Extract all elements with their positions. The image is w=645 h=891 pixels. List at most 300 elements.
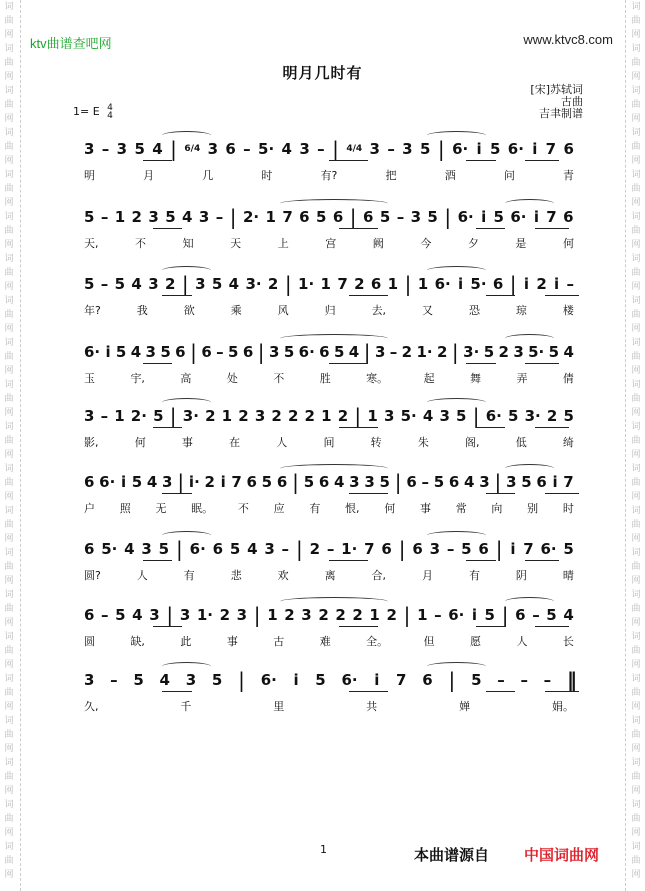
note: i	[476, 140, 482, 158]
barline: |	[295, 537, 303, 561]
note: 6	[515, 606, 526, 624]
barline: |	[501, 603, 509, 627]
note: 6·	[341, 671, 358, 689]
note: i	[293, 671, 299, 689]
barline: |	[437, 137, 445, 161]
note: i	[105, 343, 111, 361]
note: –	[532, 606, 540, 624]
note: 5	[153, 407, 164, 425]
slur	[280, 334, 388, 343]
credits	[530, 84, 583, 120]
lyric: 上	[277, 237, 289, 250]
note: 1	[114, 407, 125, 425]
note: 5	[165, 208, 176, 226]
note: 4	[247, 540, 258, 558]
note: 3	[149, 606, 160, 624]
note: 6·	[99, 473, 116, 491]
slur	[162, 266, 211, 275]
note: 5	[228, 343, 239, 361]
note: 4	[130, 343, 142, 361]
site-name-link[interactable]: ktv曲谱查吧网	[30, 36, 112, 51]
note: 2	[352, 606, 363, 624]
note: 2	[337, 407, 349, 425]
note: 5	[229, 540, 241, 558]
beam-underline	[153, 427, 182, 428]
lyric: 月	[143, 169, 155, 182]
score-system	[84, 537, 574, 583]
note: 5	[333, 343, 345, 361]
lyric: 高	[180, 372, 192, 385]
slur	[505, 464, 554, 473]
lyric: 我	[136, 304, 148, 317]
slur	[162, 398, 211, 407]
barline: |	[444, 205, 452, 229]
beam-underline	[349, 295, 388, 296]
note: 3	[364, 473, 375, 491]
beam-underline	[535, 228, 569, 229]
lyric: 知	[182, 237, 194, 250]
slur	[280, 199, 388, 208]
note: 7	[282, 208, 293, 226]
note: 6	[563, 208, 574, 226]
note: 6	[363, 208, 374, 226]
slur	[427, 266, 486, 275]
beam-underline	[466, 560, 495, 561]
lyric: 阁,	[465, 436, 480, 449]
note: 4	[464, 473, 475, 491]
barline: |	[451, 340, 459, 364]
notes-row	[84, 537, 574, 561]
lyric: 今	[420, 237, 432, 250]
note: –	[101, 606, 109, 624]
score-system	[84, 470, 574, 516]
note: 3	[301, 606, 312, 624]
slur	[162, 531, 211, 540]
note: 6·	[84, 343, 101, 361]
note: 3	[195, 275, 206, 293]
lyric: 不	[237, 502, 249, 515]
note: 2	[219, 606, 231, 624]
note: i	[120, 473, 127, 491]
note: 3	[374, 343, 386, 361]
lyrics-row	[84, 500, 574, 516]
note: 5	[456, 407, 467, 425]
lyrics-row	[84, 302, 574, 318]
lyric: 愿	[470, 635, 481, 648]
note: –	[389, 343, 398, 361]
lyric: 阙	[372, 237, 384, 250]
time-bottom: 4	[107, 111, 113, 121]
lyric: 欢	[277, 569, 289, 582]
note: –	[317, 140, 325, 158]
note: 6·	[457, 208, 474, 226]
note: –	[110, 671, 118, 689]
lyric: 胜	[319, 372, 331, 385]
lyrics-row	[84, 633, 574, 649]
beam-underline	[162, 295, 191, 296]
beam-underline	[466, 160, 495, 161]
lyric: 明	[84, 169, 95, 182]
note: 5	[563, 540, 574, 558]
barline: |	[472, 404, 480, 428]
slur	[427, 398, 486, 407]
note: 6	[563, 140, 574, 158]
barline: |	[332, 137, 339, 161]
note: 2	[354, 275, 365, 293]
note: 6·	[434, 275, 451, 293]
note: –	[566, 275, 574, 293]
lyric: 户	[84, 502, 95, 515]
lyric: 事	[419, 502, 431, 515]
lyric: 琼	[515, 304, 527, 317]
note: 3	[254, 407, 266, 425]
slur	[162, 131, 211, 140]
lyrics-row	[84, 167, 574, 183]
note: 2	[267, 275, 279, 293]
note: 5	[427, 208, 438, 226]
beam-underline	[476, 626, 505, 627]
note: 1·	[298, 275, 315, 293]
note: 5	[433, 473, 445, 491]
note: 3	[264, 540, 275, 558]
note: 6	[422, 671, 433, 689]
slur	[427, 662, 486, 671]
note: 6	[84, 473, 95, 491]
beam-underline	[339, 228, 378, 229]
note: 6·	[298, 343, 315, 361]
barline: |	[181, 272, 189, 296]
barline: |	[494, 470, 502, 494]
note: 3	[299, 140, 310, 158]
note: 5	[315, 208, 327, 226]
note: 6·	[189, 540, 206, 558]
note: –	[243, 140, 251, 158]
note: 3	[148, 275, 159, 293]
note: 3	[84, 407, 95, 425]
lyric: 青	[562, 169, 574, 182]
note: 4	[152, 140, 163, 158]
beam-underline	[486, 691, 515, 692]
note: 2	[204, 473, 215, 491]
slur	[162, 662, 211, 671]
note: –	[387, 140, 395, 158]
note: 3	[145, 343, 156, 361]
site-url-link[interactable]: www.ktvc8.com	[523, 32, 613, 47]
slur	[505, 334, 554, 343]
score-system	[84, 205, 574, 251]
page-number: 1	[320, 843, 327, 856]
notes-row	[84, 205, 574, 229]
lyric: 圆?	[84, 569, 101, 582]
note: –	[434, 606, 442, 624]
note: 2	[546, 407, 558, 425]
note: 6	[332, 208, 344, 226]
slur	[280, 464, 388, 473]
beam-underline	[476, 427, 505, 428]
note: 2·	[242, 208, 260, 226]
lyric: 倩	[562, 372, 574, 385]
note: 4	[348, 343, 360, 361]
note: i·	[188, 473, 200, 491]
note: 6·	[452, 140, 469, 158]
note: 3	[479, 473, 490, 491]
note: 1	[321, 407, 332, 425]
lyric: 晴	[562, 569, 574, 582]
note: 6	[242, 343, 254, 361]
barline: |	[349, 205, 357, 229]
beam-underline	[545, 295, 579, 296]
note: –	[421, 473, 430, 491]
footer-source-label: 本曲谱源自	[414, 846, 490, 864]
lyric: 阴	[515, 569, 527, 582]
note: 6·	[448, 606, 465, 624]
notes-row	[84, 340, 574, 364]
lyric: 久,	[84, 700, 99, 713]
note: 5·	[470, 275, 487, 293]
note: 7	[337, 275, 348, 293]
note: i	[533, 208, 539, 226]
note: 3	[198, 208, 210, 226]
lyric: 事	[181, 436, 193, 449]
note: 5	[493, 208, 504, 226]
note: 5·	[528, 343, 545, 361]
beam-underline	[466, 363, 495, 364]
lyric: 向	[491, 502, 503, 515]
note: 5	[548, 343, 560, 361]
note: 2	[287, 407, 299, 425]
note: 3·	[182, 407, 199, 425]
note: 5	[158, 540, 170, 558]
lyric: 何	[562, 237, 574, 250]
note: 3	[179, 606, 191, 624]
lyric: 娟。	[551, 700, 574, 713]
note: i	[532, 140, 538, 158]
lyric: 不	[135, 237, 147, 250]
note: 3	[236, 606, 248, 624]
note: 2	[386, 606, 397, 624]
slur	[505, 597, 554, 606]
barline: |	[238, 668, 245, 692]
note: i	[374, 671, 380, 689]
lyric: 绮	[562, 436, 574, 449]
lyric: 有	[183, 569, 195, 582]
note: 5	[84, 275, 95, 293]
lyrics-row	[84, 698, 574, 714]
note: 5	[315, 671, 326, 689]
note: 4	[563, 606, 574, 624]
note: –	[497, 671, 505, 689]
note: –	[100, 275, 109, 293]
lyric: 舞	[470, 372, 481, 385]
note: –	[396, 208, 405, 226]
notes-row	[84, 470, 574, 494]
lyric: 里	[273, 700, 285, 713]
lyric: 难	[319, 635, 331, 648]
barline: |	[229, 205, 237, 229]
note: 3	[207, 140, 219, 158]
note: 3·	[245, 275, 262, 293]
note: 3	[148, 208, 159, 226]
note: 5	[508, 407, 519, 425]
score-system	[84, 404, 574, 450]
note: 2	[164, 275, 176, 293]
lyric: 不	[273, 372, 285, 385]
watermark-left: 词曲网词曲网词曲网词曲网词曲网词曲网词曲网词曲网词曲网词曲网词曲网词曲网词曲网词曲网词曲网词曲网词曲网词曲网词曲网词曲网词曲网	[4, 2, 14, 880]
note: 2	[131, 208, 142, 226]
beam-underline	[329, 363, 368, 364]
lyric: 问	[503, 169, 515, 182]
note: 2	[271, 407, 282, 425]
note: 7	[546, 208, 557, 226]
lyric: 别	[527, 502, 539, 515]
note: 3	[513, 343, 524, 361]
note: 5	[84, 208, 95, 226]
lyric: 玉	[84, 372, 95, 385]
lyric: 恐	[468, 304, 480, 317]
note: 4	[132, 606, 143, 624]
barline: |	[363, 340, 371, 364]
lyric: 酒	[444, 169, 456, 182]
note: 3	[506, 473, 517, 491]
note: 2	[318, 606, 329, 624]
note: 5	[114, 275, 126, 293]
beam-underline	[153, 228, 182, 229]
note: –	[520, 671, 528, 689]
note: i	[523, 275, 530, 293]
note: 5	[419, 140, 431, 158]
barline: |	[394, 470, 402, 494]
lyric: 长	[562, 635, 574, 648]
slur	[427, 131, 486, 140]
note: 7	[523, 540, 534, 558]
note: i	[457, 275, 464, 293]
lyric: 天,	[84, 237, 99, 250]
note: 5	[115, 343, 127, 361]
lyric: 弄	[516, 372, 528, 385]
note: 6·	[510, 208, 527, 226]
score-system	[84, 668, 574, 714]
note: 3	[141, 540, 152, 558]
note: 2	[335, 606, 346, 624]
note: 2	[309, 540, 321, 558]
lyric: 楼	[562, 304, 574, 317]
lyric: 是	[515, 237, 527, 250]
note: 6	[84, 606, 95, 624]
time-signature	[107, 104, 113, 120]
barline: |	[190, 340, 197, 364]
note: 4	[146, 473, 158, 491]
note: 1	[114, 208, 126, 226]
note: 2	[284, 606, 295, 624]
note: 5	[521, 473, 532, 491]
note: i	[471, 606, 478, 624]
note: 4	[422, 407, 434, 425]
beam-underline	[162, 691, 191, 692]
lyric: 人	[516, 635, 528, 648]
meter-change: 4/4	[346, 143, 363, 154]
note: 5	[483, 343, 495, 361]
lyrics-row	[84, 434, 574, 450]
lyric: 何	[384, 502, 396, 515]
note: 6	[276, 473, 288, 491]
note: –	[215, 208, 224, 226]
notes-row	[84, 272, 574, 296]
barline: |	[166, 603, 174, 627]
note: 3·	[524, 407, 541, 425]
note: 5	[461, 540, 472, 558]
note: 3·	[463, 343, 480, 361]
lyrics-row	[84, 370, 574, 386]
beam-underline	[525, 363, 559, 364]
lyric: 时	[562, 502, 574, 515]
note: i	[552, 473, 558, 491]
time-top: 4	[107, 103, 113, 113]
note: 4	[159, 671, 170, 689]
note: 7	[563, 473, 574, 491]
lyric: 处	[226, 372, 238, 385]
note: 1·	[341, 540, 358, 558]
lyric: 乘	[230, 304, 242, 317]
note: 6	[84, 540, 95, 558]
beam-underline	[525, 160, 559, 161]
note: 5	[211, 671, 223, 689]
notes-row	[84, 668, 574, 692]
lyric: 寒。	[366, 372, 389, 385]
lyric: 人	[136, 569, 148, 582]
beam-underline	[143, 560, 172, 561]
beam-underline	[349, 493, 388, 494]
lyric: 圆	[84, 635, 95, 648]
note: 7	[231, 473, 242, 491]
final-barline: ‖	[566, 668, 574, 692]
lyric: 全。	[366, 635, 389, 648]
note: 5	[471, 671, 482, 689]
note: 6	[318, 473, 330, 491]
barline: |	[176, 537, 183, 561]
watermark-right: 词曲网词曲网词曲网词曲网词曲网词曲网词曲网词曲网词曲网词曲网词曲网词曲网词曲网词曲网词曲网词曲网词曲网词曲网词曲网词曲网词曲网	[631, 2, 641, 880]
note: 2	[205, 407, 216, 425]
lyric: 无	[155, 502, 167, 515]
note: 2	[304, 407, 315, 425]
composer: 古曲	[561, 95, 583, 108]
lyric: 几	[202, 169, 214, 182]
note: 4	[131, 275, 142, 293]
note: 6·	[485, 407, 502, 425]
arranger: 吉聿制谱	[539, 107, 583, 120]
lyric: 低	[515, 436, 527, 449]
barline: |	[354, 404, 362, 428]
note: 1	[417, 275, 429, 293]
note: 6	[299, 208, 310, 226]
lyrics-row	[84, 567, 574, 583]
note: 6·	[507, 140, 524, 158]
score-system	[84, 137, 574, 183]
beam-underline	[535, 626, 569, 627]
lyricist: [宋]苏轼词	[530, 83, 583, 96]
note: 7	[545, 140, 557, 158]
note: 1	[221, 407, 233, 425]
barline: |	[169, 404, 177, 428]
lyric: 宫	[325, 237, 337, 250]
note: 5	[160, 343, 171, 361]
note: 5·	[258, 140, 275, 158]
note: 3	[349, 473, 360, 491]
lyric: 夕	[467, 237, 479, 250]
lyric: 宇,	[130, 372, 145, 385]
footer-brand-link[interactable]: 中国词曲网	[524, 846, 600, 864]
note: 4	[228, 275, 240, 293]
note: –	[100, 208, 109, 226]
